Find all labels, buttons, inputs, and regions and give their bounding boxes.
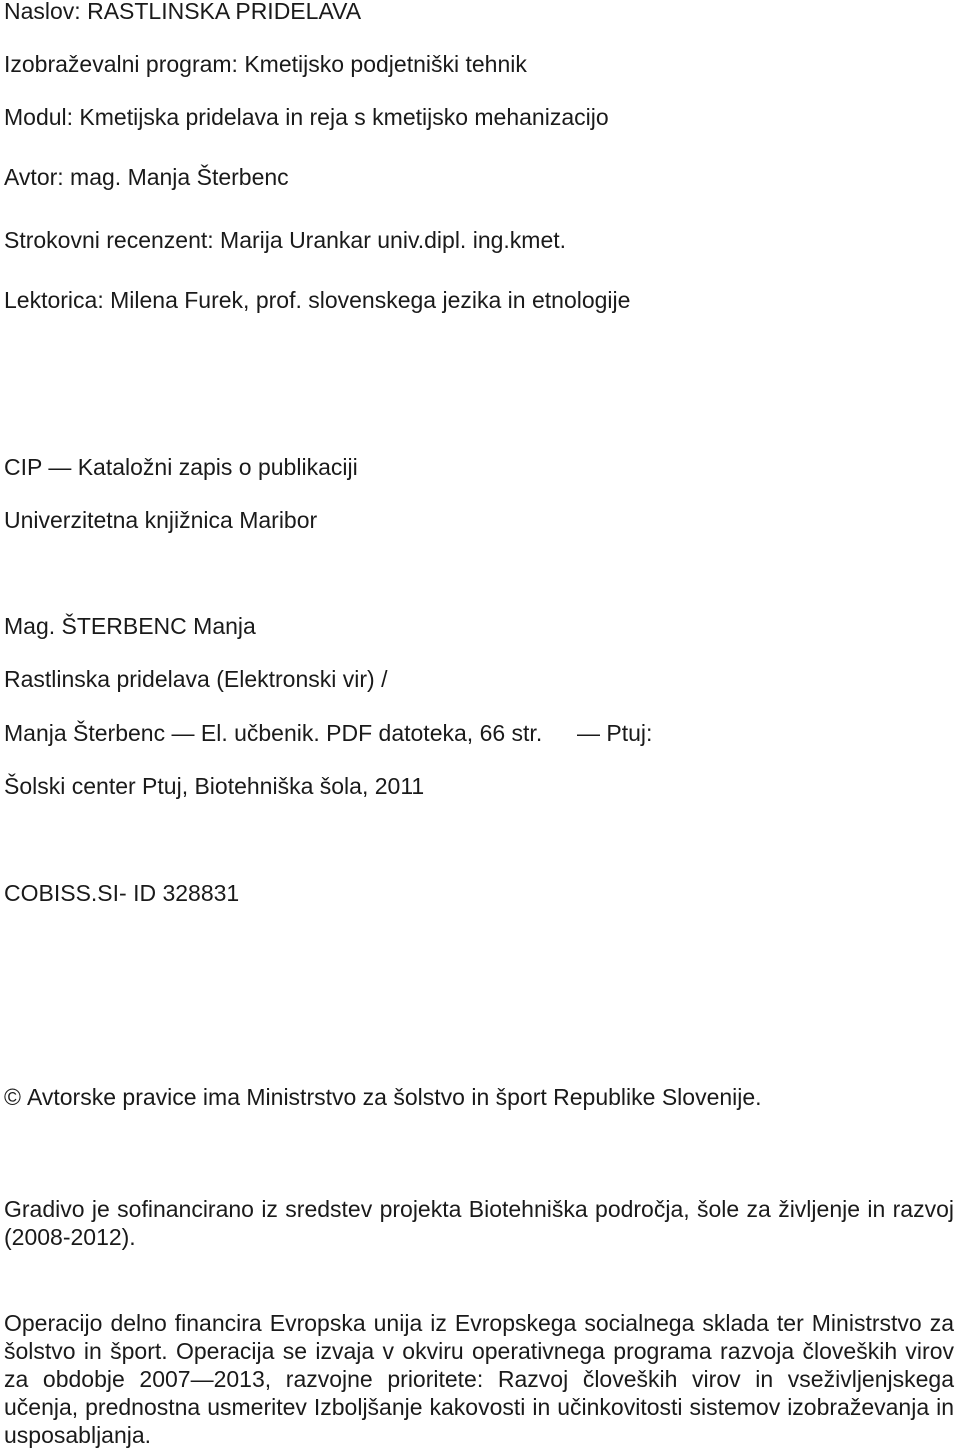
reviewer-line: Strokovni recenzent: Marija Urankar univ.dipl. ing.kmet. [4,227,567,253]
cip-place-entry: — Ptuj: [577,720,653,746]
cip-title-entry: Rastlinska pridelava (Elektronski vir) / [4,666,388,692]
copyright-icon: © [4,1084,21,1110]
funding-paragraph: Gradivo je sofinancirano iz sredstev projekta Biotehniška področja, šole za življenje in razvoj (2008-2012). [4,1196,954,1250]
cobiss-id: COBISS.SI- ID 328831 [4,880,240,906]
module-line: Modul: Kmetijska pridelava in reja s kmetijsko mehanizacijo [4,104,609,130]
copyright-text: Avtorske pravice ima Ministrstvo za šolstvo in šport Republike Slovenije. [26,1084,762,1110]
eu-funding-paragraph: Operacijo delno financira Evropska unija iz Evropskega socialnega sklada ter Ministrstvo za šolstvo in šport. Operacija se izvaja v okviru operativnega programa razvoja človeških virov za obdobje 2007—2013, razvojne prioritete: Razvoj človeških virov in vseživljenjskega učenja, prednostna usmeritev Izboljšanje kakovosti in učinkovitosti sistemov izobraževanja in usposabljanja. [4,1310,954,1448]
cip-library: Univerzitetna knjižnica Maribor [4,507,318,533]
copyright-line [4,1083,762,1111]
cip-author-entry: Mag. ŠTERBENC Manja [4,613,256,639]
author-line: Avtor: mag. Manja Šterbenc [4,164,289,190]
program-line: Izobraževalni program: Kmetijsko podjetniški tehnik [4,51,527,77]
title-line: Naslov: RASTLINSKA PRIDELAVA [4,0,362,24]
cip-details-entry: Manja Šterbenc — El. učbenik. PDF datoteka, 66 str. [4,720,543,746]
cip-publisher-entry: Šolski center Ptuj, Biotehniška šola, 2011 [4,773,425,799]
lector-line: Lektorica: Milena Furek, prof. slovenskega jezika in etnologije [4,287,631,313]
cip-heading: CIP — Kataložni zapis o publikaciji [4,454,358,480]
